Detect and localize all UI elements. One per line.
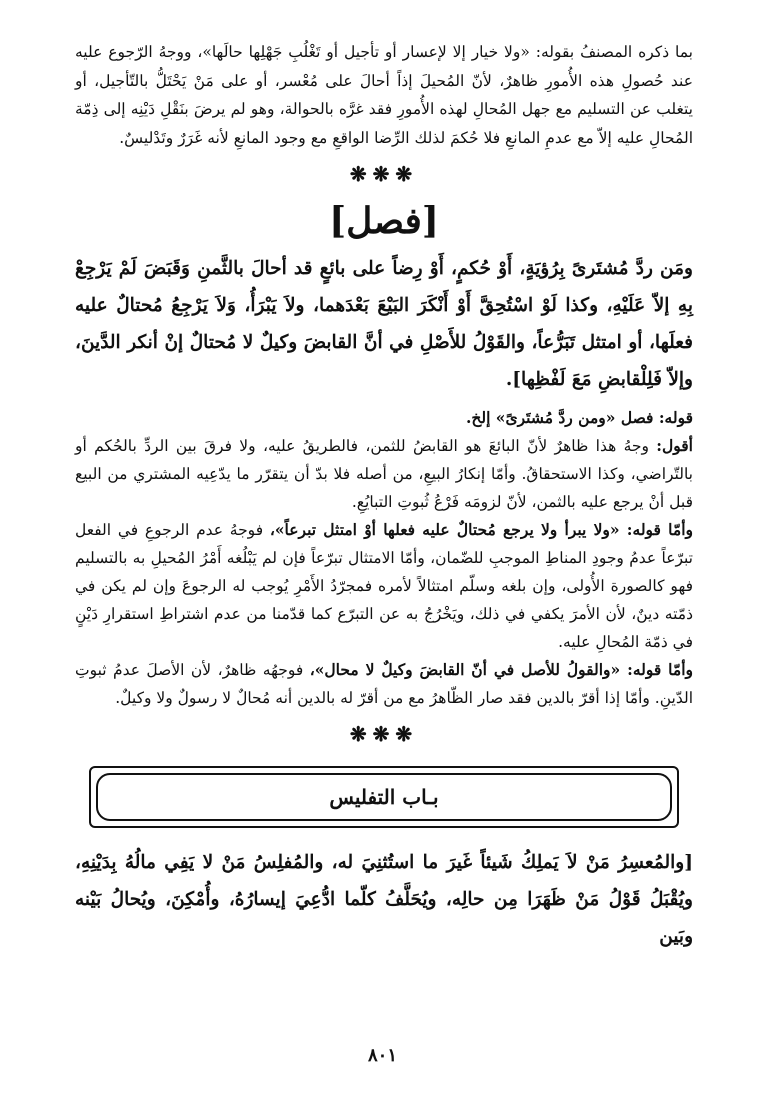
matn-text: ومَن ردَّ مُشتَرىً بِرُؤيَةٍ، أَوْ حُكمٍ، أَوْ رِضاً على بائعٍ قد أحالَ بالثَّمنِ وَقَبَضَ لَمْ يَرْجِعْ بِهِ إلاّ عَلَيْهِ، وكذا لَوْ اسْتُحِقَّ أَوْ أَنْكَرَ البَيْعَ بَعْدَهما، ولاَ يَبْرَأُ، وَلاَ يَرْجِعُ مُحتالٌ عليه فعلَها، أو امتثل تَبَرُّعاً، والقَوْلُ للأَصْلِ في أنَّ القابضَ وكيلٌ لا مُحتالٌ إنْ أنكر الدَّينَ، وإلاّ فَلِلْقابضِ مَعَ لَفْظِها].: [75, 258, 693, 390]
sharh-lead: أقول:: [656, 436, 693, 455]
section-heading: [فصل]: [329, 200, 439, 242]
bottom-matn-text: [والمُعسِرُ مَنْ لاَ يَملِكُ شَيئاً غَيرَ ما استُثنِيَ له، والمُفلِسُ مَنْ لا يَفِي مالُهُ بِدَيْنِهِ، ويُقْبَلُ قَوْلُ مَنْ ظَهَرَا مِن حالِه، ويُحَلَّفُ كلّما ادُّعِيَ إيسارُهُ، وأُمْكِنَ، ويُحالُ بَيْنه وبَين: [75, 852, 693, 947]
chapter-title-frame: [89, 766, 679, 828]
sharh-paragraph-1: [75, 404, 693, 432]
section-divider-top: ❋❋❋: [349, 162, 419, 186]
sharh-paragraph-2: [75, 432, 693, 516]
sharh-lead: وأمّا قوله: «ولا يبرأ ولا يرجع مُحتالٌ عليه فعلها أوْ امتثل تبرعاً»،: [269, 520, 694, 539]
sharh-body: وجهُ هذا ظاهرٌ لأنّ البائعَ هو القابضُ للثمن، فالطريقُ عليه، ولا فرقَ بين الردِّ بالحُكم أو بالتّراضي، وكذا الاستحقاقُ. وأمّا إنكارُ البيعِ، من أصله فلا بدّ أن يتقرّر ما يدّعِيه المشتري من البيع قبل أنْ يرجع عليه بالثمن، لأنّ لزومَه فَرْعُ ثُبوتِ التبايُعِ.: [75, 437, 693, 511]
sharh-body: فوجهُه ظاهرٌ، لأن الأصلَ عدمُ ثبوتِ الدّينِ. وأمّا إذا أقرّ بالدين فقد صار الظّاهرُ مع من أقرّ له بالدين أنه مُحالٌ لا رسولٌ ولا وكيلٌ.: [75, 661, 693, 707]
sharh-lead: قوله: فصل «ومن ردَّ مُشتَرىً» إلخ.: [465, 408, 693, 427]
chapter-title-inner-frame: [96, 773, 672, 821]
sharh-paragraph-3: [75, 516, 693, 656]
page-body: [75, 38, 693, 961]
section-divider-bottom: ❋❋❋: [349, 722, 419, 746]
chapter-title: بـاب التفليس: [329, 785, 439, 809]
section-heading-wrap: [75, 200, 693, 242]
sharh-body: فوجهُ عدم الرجوعِ في الفعل تبرّعاً عدمُ وجودِ المناطِ الموجبِ للضّمان، وأمّا الامتثال تبرّعاً فإن لم يَبْلُغه أَمْرُ المُحيلِ به بالتسليم فهو كالصورة الأُولى، وإن بلغه وسلّم امتثالاً لأمره فمجرّدُ الأَمْرِ يُوجب له الرجوعَ وإن لم يكن في ذمّته دينٌ، لأن الأمرَ يكفي في ذلك، ويَخْرُجُ به عن التبرّع كما قدّمنا من عدم اشتراطِ استقرارِ دَيْنٍ في ذمّة المُحالِ عليه.: [75, 521, 693, 651]
sharh-paragraph-4: [75, 656, 693, 712]
page-number: ٨٠١: [367, 1045, 397, 1066]
sharh-lead: وأمّا قوله: «والقولُ للأصل في أنّ القابضَ وكيلٌ لا محال»،: [309, 660, 693, 679]
top-paragraph: بما ذكره المصنفُ بقوله: «ولا خيار إلا لإعسار أو تأجيل أو تَغْلُبِ جَهْلِها حالَها»، ووجهُ الرّجوع عليه عند حُصولِ هذه الأُمورِ ظاهرٌ، لأنّ المُحيلَ إذاً أحالَ على مُعْسر، أو على مَنْ يَحْتَلُّ بالتّأجيل، أو يتغلب عن التسليم مع جهل المُحالِ لهذه الأُمورِ فقد غرَّه بالحوالة، وهو لم يرضَ بنَقْلِ دَيْنِه إلى ذِمّة المُحالِ عليه إلاّ مع عدمِ المانعِ فلا حُكمَ لذلك الرِّضا الواقعِ مع وجود المانعِ لأنه غَرَرٌ وتَدْليسٌ.: [75, 43, 693, 147]
